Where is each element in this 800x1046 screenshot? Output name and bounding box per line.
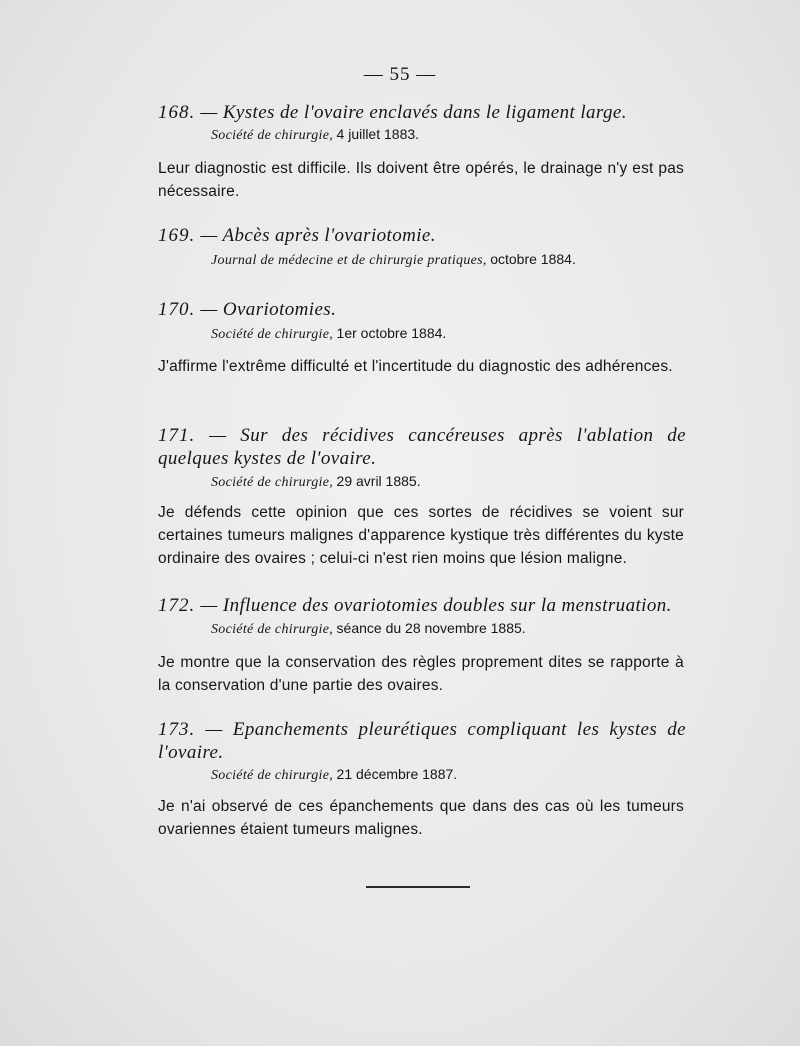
journal-name: Société de chirurgie, bbox=[211, 622, 334, 637]
journal-name: Société de chirurgie, bbox=[211, 768, 334, 783]
entry-172-source bbox=[211, 619, 526, 639]
entry-171-heading bbox=[158, 424, 686, 470]
entry-172-heading bbox=[158, 594, 686, 617]
entry-title: — Kystes de l'ovaire enclavés dans le ligament large. bbox=[200, 102, 627, 123]
entry-173-heading bbox=[158, 718, 686, 764]
publication-date: séance du 28 novembre 1885. bbox=[336, 620, 526, 636]
publication-date: 21 décembre 1887. bbox=[336, 766, 458, 782]
page-number: — 55 — bbox=[363, 64, 437, 85]
entry-number: 173. bbox=[158, 719, 196, 740]
publication-date: 4 juillet 1883. bbox=[336, 126, 420, 142]
journal-name: Société de chirurgie, bbox=[211, 128, 334, 143]
entry-number: 171. bbox=[158, 425, 196, 446]
journal-name: Journal de médecine et de chirurgie pratiques, bbox=[211, 253, 487, 268]
journal-name: Société de chirurgie, bbox=[211, 475, 334, 490]
entry-173-text: Je n'ai observé de ces épanchements que dans des cas où les tumeurs ovariennes étaient tumeurs malignes. bbox=[158, 798, 684, 838]
entry-title: — Abcès après l'ovariotomie. bbox=[200, 225, 436, 246]
entry-171-source bbox=[211, 472, 421, 492]
entry-168-source bbox=[211, 125, 419, 145]
entry-title: — Influence des ovariotomies doubles sur la menstruation. bbox=[200, 595, 672, 616]
entry-173-source bbox=[211, 765, 457, 785]
entry-title: — Ovariotomies. bbox=[200, 299, 337, 320]
closing-rule bbox=[366, 886, 470, 888]
entry-168-text: Leur diagnostic est difficile. Ils doivent être opérés, le drainage n'y est pas nécessaire. bbox=[158, 160, 684, 200]
entry-170-source bbox=[211, 324, 446, 344]
entry-172-text: Je montre que la conservation des règles proprement dites se rapporte à la conservation d'une partie des ovaires. bbox=[158, 654, 684, 694]
entry-number: 169. bbox=[158, 225, 196, 246]
entry-title: — Sur des récidives cancéreuses après l'ablation de quelques kystes de l'ovaire. bbox=[158, 425, 686, 469]
entry-169-source bbox=[211, 250, 576, 270]
entry-title: — Epanchements pleurétiques compliquant les kystes de l'ovaire. bbox=[158, 719, 686, 763]
entry-number: 172. bbox=[158, 595, 196, 616]
publication-date: 29 avril 1885. bbox=[336, 473, 421, 489]
entry-171-text: Je défends cette opinion que ces sortes de récidives se voient sur certaines tumeurs malignes d'apparence kystique très différentes du kyste ordinaire des ovaires ; celui-ci n'est rien moins que lésion maligne. bbox=[158, 504, 684, 567]
entry-168-heading bbox=[158, 101, 686, 124]
entry-number: 170. bbox=[158, 299, 196, 320]
journal-name: Société de chirurgie, bbox=[211, 327, 334, 342]
entry-170-text: J'affirme l'extrême difficulté et l'incertitude du diagnostic des adhérences. bbox=[158, 358, 673, 375]
entry-170-heading bbox=[158, 298, 686, 321]
publication-date: octobre 1884. bbox=[490, 251, 576, 267]
entry-number: 168. bbox=[158, 102, 196, 123]
entry-169-heading bbox=[158, 224, 686, 247]
publication-date: 1er octobre 1884. bbox=[336, 325, 447, 341]
